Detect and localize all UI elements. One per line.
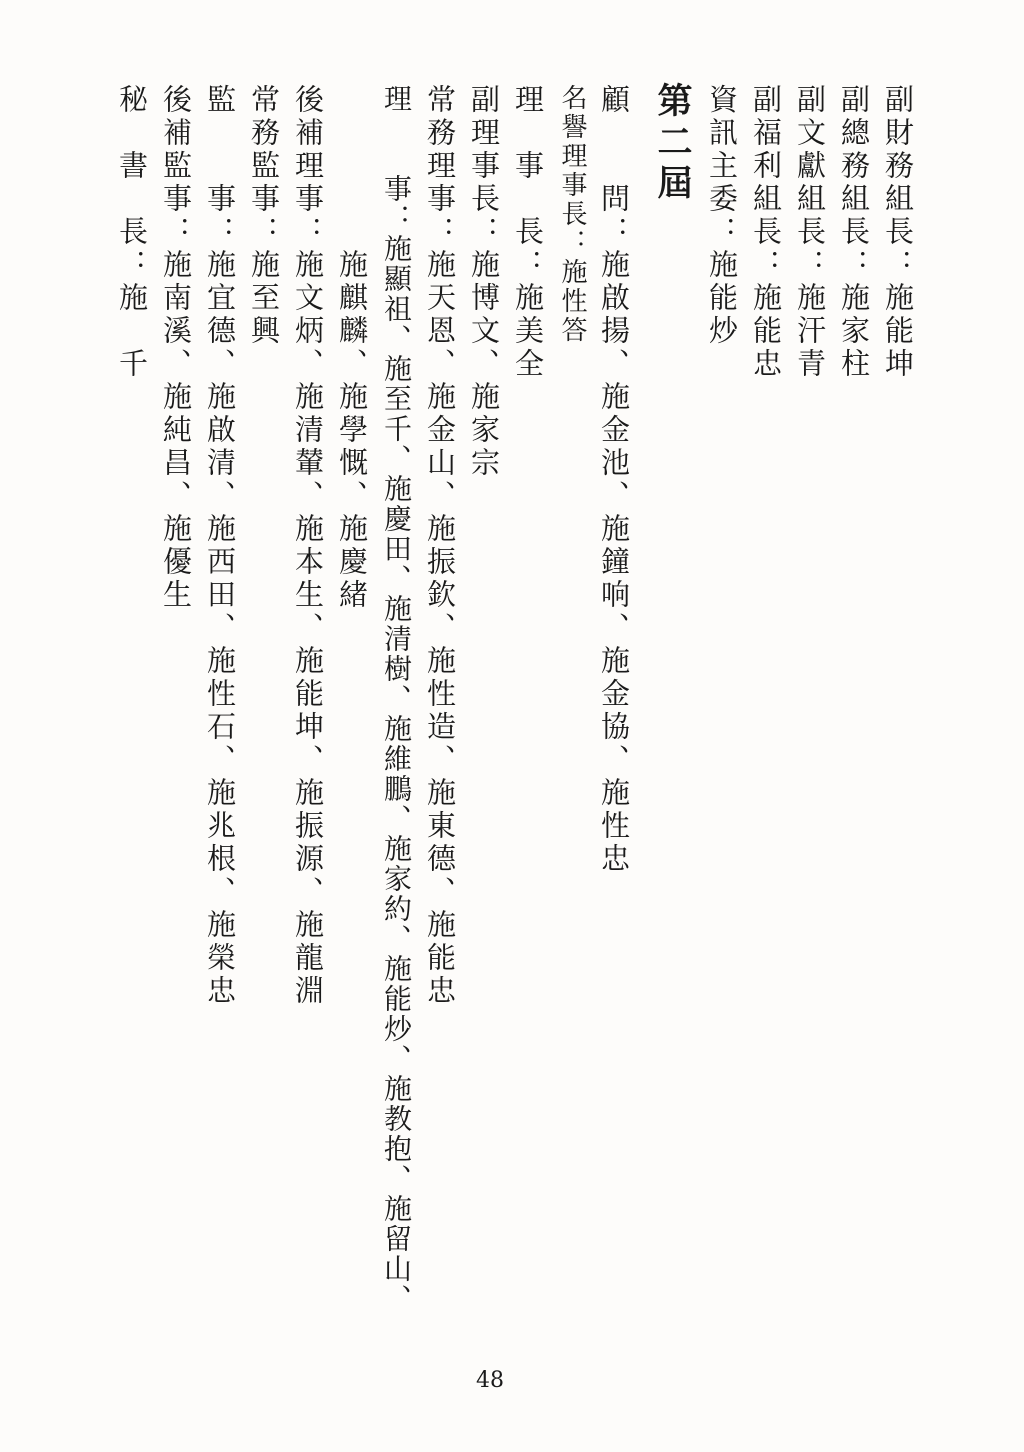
officer-column-alternate-supervisors: 後補監事：施南溪、施純昌、施優生	[159, 84, 193, 612]
officer-column-vice-documents: 副文獻組長：施汗青	[793, 84, 827, 381]
officer-column-supervisors: 監 事：施宜德、施啟清、施西田、施性石、施兆根、施榮忠	[203, 84, 237, 1008]
officer-column-it-chair: 資訊主委：施能炒	[705, 84, 739, 348]
officer-column-secretary-general: 秘 書 長：施 千	[115, 84, 149, 381]
officer-column-alternate-directors: 後補理事：施文炳、施清輦、施本生、施能坤、施振源、施龍淵	[291, 84, 325, 1008]
officer-column-directors-continued: 施麒麟、施學慨、施慶緒	[335, 84, 369, 612]
officer-column-executive-directors: 常務理事：施天恩、施金山、施振欽、施性造、施東德、施能忠	[423, 84, 457, 1008]
officer-column-vice-chairman: 副理事長：施博文、施家宗	[467, 84, 501, 480]
officer-column-chairman: 理 事 長：施美全	[511, 84, 545, 381]
officer-column-advisors: 顧 問：施啟揚、施金池、施鐘响、施金協、施性忠	[597, 84, 631, 876]
section-heading: 第二屆	[652, 82, 692, 205]
officer-column-vice-welfare: 副福利組長：施能忠	[749, 84, 783, 381]
officer-column-vice-finance: 副財務組長：施能坤	[881, 84, 915, 381]
officer-column-vice-general-affairs: 副總務組長：施家柱	[837, 84, 871, 381]
officer-column-directors: 理 事：施顯祖、施至千、施慶田、施清樹、施維鵬、施家約、施能炒、施教抱、施留山、	[380, 84, 413, 1314]
officer-column-executive-supervisor: 常務監事：施至興	[247, 84, 281, 348]
page-number: 48	[476, 1368, 504, 1393]
officer-column-honorary-chairman: 名譽理事長：施性答	[557, 84, 587, 345]
